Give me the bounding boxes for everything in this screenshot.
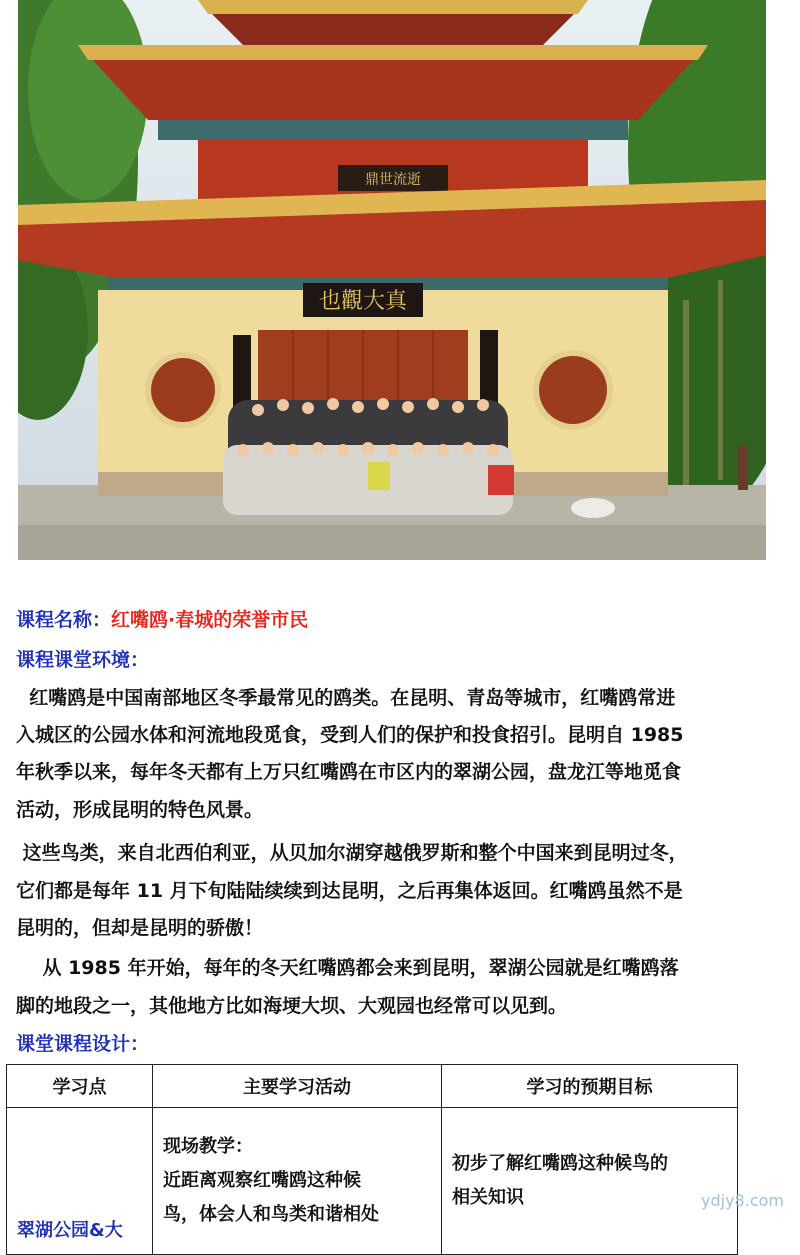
upper-plaque-text: 鼎世流逝 [365,172,421,188]
activity-line: 鸟，体会人和鸟类和谐相处 [163,1204,379,1225]
column-header: 学习点 [7,1065,153,1108]
activity-line: 近距离观察红嘴鸥这种候 [163,1170,361,1191]
goal-line: 初步了解红嘴鸥这种候鸟的 [452,1153,668,1174]
location-cell [7,1108,153,1255]
column-header: 主要学习活动 [153,1065,442,1108]
body-text-line: 红嘴鸥是中国南部地区冬季最常见的鸥类。在昆明、青岛等城市，红嘴鸥常进 [16,687,676,709]
goal-cell [442,1108,738,1255]
main-plaque-text: 也觀大真 [318,289,408,314]
body-text-line: 从 1985 年开始，每年的冬天红嘴鸥都会来到昆明，翠湖公园就是红嘴鸥落 [16,957,679,979]
activity-line: 现场教学： [163,1136,253,1157]
watermark-text: ydjy8.com [701,1191,784,1210]
body-text-line: 活动，形成昆明的特色风景。 [16,799,264,821]
course-design-table [6,1064,738,1255]
course-name-line [16,608,784,632]
table-row [7,1108,738,1255]
course-design-label: 课堂课程设计： [16,1033,150,1055]
body-text-line: 年秋季以来，每年冬天都有上万只红嘴鸥在市区内的翠湖公园，盘龙江等地觅食 [16,761,682,783]
goal-line: 相关知识 [452,1187,524,1208]
body-text-line: 入城区的公园水体和河流地段觅食，受到人们的保护和投食招引。昆明自 1985 [16,724,684,746]
table-header-row [7,1065,738,1108]
course-name-value: 红嘴鸥·春城的荣誉市民 [111,609,309,631]
pavilion-group-photo [18,0,766,560]
course-name-label: 课程名称： [16,609,112,631]
column-header: 学习的预期目标 [442,1065,738,1108]
body-text-line: 脚的地段之一，其他地方比如海埂大坝、大观园也经常可以见到。 [16,995,568,1017]
environment-label: 课程课堂环境： [16,649,150,671]
body-text-line: 它们都是每年 11 月下旬陆陆续续到达昆明，之后再集体返回。红嘴鸥虽然不是 [16,880,683,902]
body-text-line: 这些鸟类，来自北西伯利亚，从贝加尔湖穿越俄罗斯和整个中国来到昆明过冬， [16,842,688,864]
location-text: 翠湖公园&大 [17,1220,123,1241]
body-text-line: 昆明的，但却是昆明的骄傲！ [16,917,264,939]
activity-cell [153,1108,442,1255]
